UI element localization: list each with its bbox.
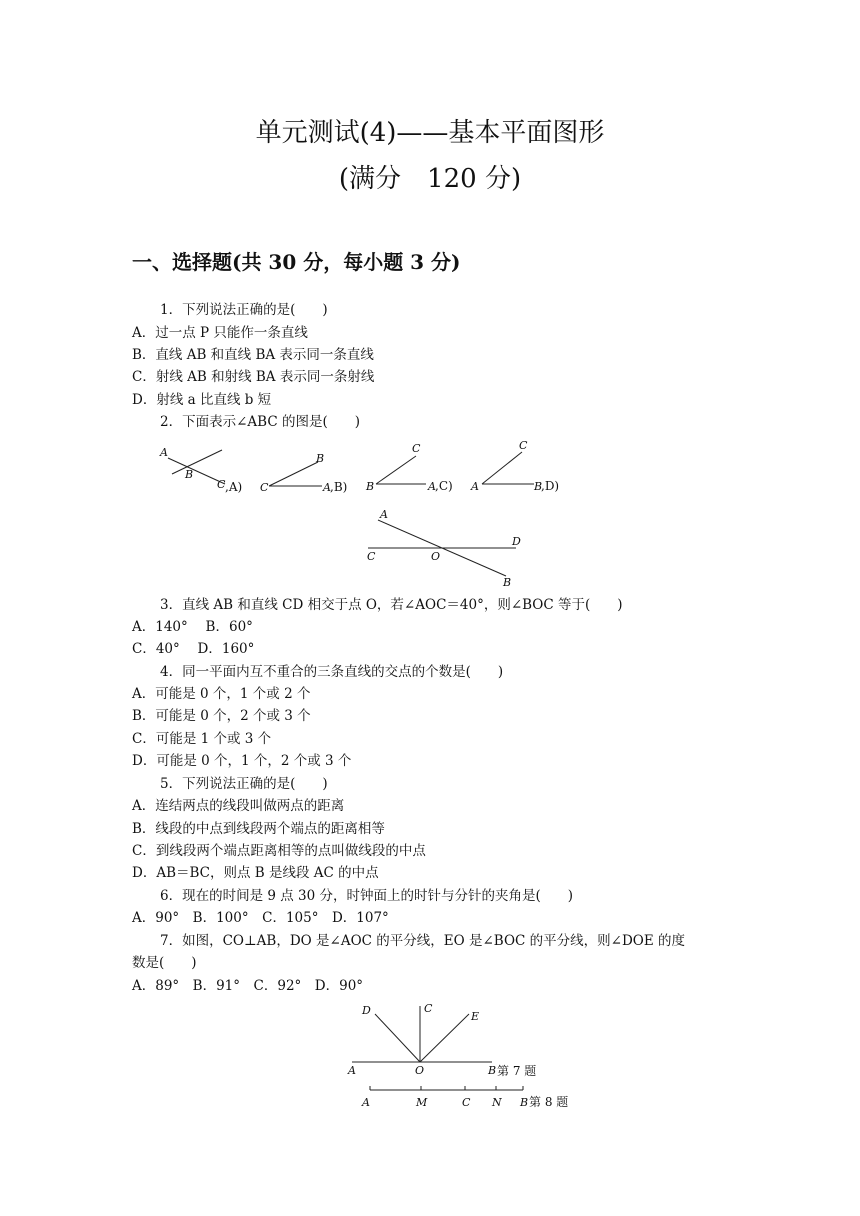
question-7: 7．如图，CO⊥AB，DO 是∠AOC 的平分线，EO 是∠BOC 的平分线，则∠DOE 的度: [160, 933, 686, 949]
q2c-label-1: C: [412, 442, 421, 455]
q2-figures: [150, 436, 590, 498]
q2d-label-3: B: [534, 480, 543, 493]
q2-figure-c: [365, 442, 453, 493]
q2d-option: ,D): [541, 479, 560, 493]
option-4d: D．可能是 0 个，1 个，2 个或 3 个: [132, 753, 352, 769]
q2a-label-2: B: [185, 468, 194, 481]
option-1c: C．射线 AB 和射线 BA 表示同一条射线: [132, 369, 375, 385]
q2-figure-b: [260, 452, 347, 494]
q7-label-c: C: [424, 1002, 433, 1015]
q3-figure: [360, 502, 540, 592]
q2b-label-1: B: [316, 452, 325, 465]
section-heading: 一、选择题(共 30 分，每小题 3 分): [132, 250, 461, 274]
q7-label-d: D: [362, 1004, 371, 1017]
q2d-label-1: C: [519, 439, 528, 452]
q3-label-b: B: [503, 576, 512, 589]
q3-label-o: O: [431, 550, 441, 563]
q8-label-c: C: [462, 1096, 471, 1109]
options-3ab: A．140° B．60°: [132, 619, 253, 635]
option-5a: A．连结两点的线段叫做两点的距离: [132, 798, 345, 814]
q2c-label-2: B: [366, 480, 375, 493]
page-subtitle: (满分 120 分): [338, 164, 522, 194]
q8-label-b: B: [520, 1096, 529, 1109]
option-5d: D．AB＝BC，则点 B 是线段 AC 的中点: [132, 865, 379, 881]
q2a-option: ,A): [225, 480, 243, 494]
question-5: 5．下列说法正确的是( ): [160, 776, 328, 792]
q2b-label-3: A: [323, 481, 331, 494]
q8-figure: [355, 1082, 595, 1112]
q7-caption: 第 7 题: [497, 1064, 537, 1078]
q2b-option: ,B): [330, 480, 348, 494]
q7-label-a: A: [348, 1064, 356, 1077]
q2c-label-3: A: [428, 480, 436, 493]
q8-caption: 第 8 题: [529, 1095, 569, 1109]
question-1: 1．下列说法正确的是( ): [160, 302, 328, 318]
question-2: 2．下面表示∠ABC 的图是( ): [160, 414, 360, 430]
option-5b: B．线段的中点到线段两个端点的距离相等: [132, 821, 385, 837]
page-title: 单元测试(4)——基本平面图形: [255, 118, 605, 148]
q8-label-m: M: [416, 1096, 428, 1109]
q2-figure-a: [159, 446, 242, 494]
option-4b: B．可能是 0 个，2 个或 3 个: [132, 708, 311, 724]
options-6: A．90° B．100° C．105° D．107°: [132, 910, 389, 926]
option-4a: A．可能是 0 个，1 个或 2 个: [132, 686, 311, 702]
option-5c: C．到线段两个端点距离相等的点叫做线段的中点: [132, 843, 426, 859]
question-7-cont: 数是( ): [132, 955, 197, 971]
q2a-label-3: C: [217, 478, 226, 491]
options-3cd: C．40° D．160°: [132, 641, 255, 657]
options-7: A．89° B．91° C．92° D．90°: [132, 978, 364, 994]
q7-label-e: E: [471, 1010, 480, 1023]
question-4: 4．同一平面内互不重合的三条直线的交点的个数是( ): [160, 664, 504, 680]
option-1b: B．直线 AB 和直线 BA 表示同一条直线: [132, 347, 374, 363]
q2-figure-d: [470, 439, 559, 493]
q2b-label-2: C: [260, 481, 269, 494]
q3-label-d: D: [512, 535, 521, 548]
q2a-label-1: A: [160, 446, 168, 459]
option-1a: A．过一点 P 只能作一条直线: [132, 325, 308, 341]
q3-label-c: C: [367, 550, 376, 563]
q2d-label-2: A: [471, 480, 479, 493]
option-1d: D．射线 a 比直线 b 短: [132, 392, 272, 408]
q7-label-o: O: [415, 1064, 425, 1077]
q3-label-a: A: [380, 508, 388, 521]
option-4c: C．可能是 1 个或 3 个: [132, 731, 272, 747]
question-3: 3．直线 AB 和直线 CD 相交于点 O，若∠AOC＝40°，则∠BOC 等于( ): [160, 597, 623, 613]
q8-label-n: N: [492, 1096, 502, 1109]
q2c-option: ,C): [435, 479, 453, 493]
q8-label-a: A: [362, 1096, 370, 1109]
q7-figure: [340, 998, 560, 1080]
q7-label-b: B: [488, 1064, 497, 1077]
question-6: 6．现在的时间是 9 点 30 分，时钟面上的时针与分针的夹角是( ): [160, 888, 574, 904]
